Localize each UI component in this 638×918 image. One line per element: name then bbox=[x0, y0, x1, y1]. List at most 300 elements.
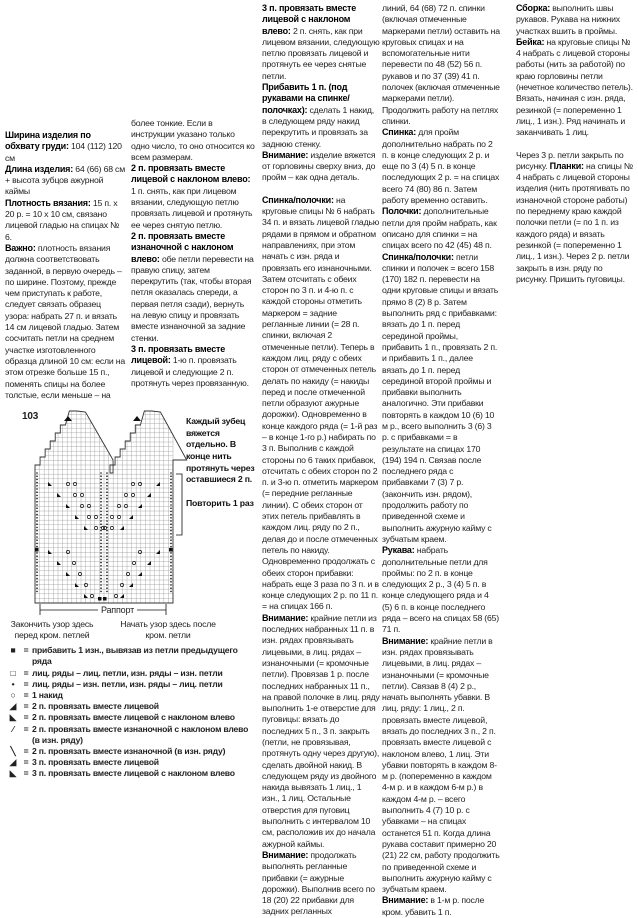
purl-dot bbox=[106, 501, 108, 503]
paragraph-text: выполнить швы рукавов. Рукава на нижних участках вшить в проймы. bbox=[516, 3, 620, 36]
paragraph bbox=[516, 37, 636, 139]
purl-dot bbox=[106, 508, 108, 510]
paragraph bbox=[382, 252, 500, 546]
paragraph-heading: Плотность вязания: bbox=[5, 197, 91, 208]
purl-dot bbox=[36, 488, 38, 490]
paragraph-heading: Полочки: bbox=[382, 206, 422, 217]
legend-text: лиц. ряды – лиц. петли, изн. ряды – изн. петли bbox=[32, 667, 223, 678]
purl-dot bbox=[170, 472, 172, 474]
paragraph bbox=[382, 895, 500, 918]
note-each-tooth: Каждый зубец вяжется отдельно. В конце нить протянуть через оставшиеся 2 п. bbox=[186, 416, 255, 485]
purl-dot bbox=[170, 584, 172, 586]
paragraph-text: 64 (66) 68 см + высота зубцов ажурной каймы bbox=[5, 163, 125, 197]
purl-dot bbox=[106, 565, 108, 567]
purl-dot bbox=[36, 501, 38, 503]
purl-dot bbox=[36, 572, 38, 574]
decrease-triangle bbox=[120, 526, 124, 530]
yarn-over-circle bbox=[131, 494, 134, 497]
purl-dot bbox=[36, 581, 38, 583]
purl-dot bbox=[170, 562, 172, 564]
purl-dot bbox=[36, 527, 38, 529]
purl-dot bbox=[106, 482, 108, 484]
paragraph bbox=[5, 198, 127, 243]
decrease-triangle bbox=[120, 594, 124, 598]
paragraph-heading: Внимание: bbox=[262, 849, 309, 860]
purl-dot bbox=[170, 520, 172, 522]
yarn-over-circle bbox=[90, 595, 93, 598]
legend-item bbox=[6, 724, 256, 746]
purl-dot bbox=[36, 540, 38, 542]
paragraph-text: плотность вязания должна соответствовать заданной, в первую очередь – по ширине. Поэтому, прежде чем приступать к работе, следует связать образец узора: набрать 27 п. и вязать 14 см лицевой гладью. Затем сосчитать петли на среднем участке изготовленного образца длиной 10 см: если на этом отрезке больше 15 п., поменять спицы на более толстые, если меньше – на bbox=[5, 242, 126, 400]
paragraph-text: 104 (112) 120 см bbox=[5, 141, 122, 163]
decrease-triangle bbox=[75, 583, 79, 587]
purl-dot bbox=[36, 511, 38, 513]
purl-dot bbox=[36, 559, 38, 561]
paragraph bbox=[262, 3, 380, 82]
left-text-columns bbox=[0, 118, 258, 401]
purl-dot bbox=[100, 575, 102, 577]
purl-dot bbox=[100, 517, 102, 519]
purl-dot bbox=[100, 498, 102, 500]
repeat-bracket bbox=[176, 474, 182, 535]
chart-legend bbox=[6, 645, 256, 779]
purl-dot bbox=[36, 508, 38, 510]
purl-dot bbox=[106, 540, 108, 542]
equals-sign: = bbox=[23, 689, 29, 700]
equals-sign: = bbox=[23, 701, 29, 712]
purl-dot bbox=[100, 591, 102, 593]
increase-square bbox=[35, 548, 39, 552]
decrease-triangle bbox=[138, 572, 142, 576]
triangle-right-boxed-icon: ◢ bbox=[9, 757, 17, 768]
purl-dot bbox=[100, 578, 102, 580]
purl-dot bbox=[100, 482, 102, 484]
increase-square bbox=[103, 597, 107, 601]
paragraph-text: 15 п. х 20 р. = 10 х 10 см, связано лицевой гладью на спицах № 6. bbox=[5, 197, 120, 242]
backslash-icon: ╲ bbox=[10, 745, 16, 756]
paragraph-text: сделать 1 накид, в следующем ряду накид перекрутить и провязать за заднюю стенку. bbox=[262, 104, 374, 149]
figure-103 bbox=[0, 407, 258, 645]
purl-dot bbox=[170, 588, 172, 590]
purl-dot bbox=[100, 472, 102, 474]
purl-dot bbox=[36, 568, 38, 570]
triangle-right-icon: ◢ bbox=[9, 701, 17, 712]
paragraph-text: крайние петли в изн. рядах провязывать лицевыми, в лиц. рядах – изнаночными (= кромочные петли). Связав 8 (4) 2 р., начать выполнять убавки. В лиц. ряду: 1 лиц., 2 п. провязать вместе лицевой, вязать до последних 3 п., 2 п. провязать вместе лицевой с наклоном влево, 1 лиц. Эти убавки повторять в каждом 8-м р. (попеременно в каждом 4-м р. и в каждом 6-м р.) в каждом 4-м р. – всего выполнить 4 (7) 10 р. с убавками – на спицах останется 51 п. Когда длина рукава составит примерно 20 (21) 22 см, работу продолжить по приведенной схеме и выполнить ажурную кайму с зубчатым краем. bbox=[382, 635, 500, 895]
paragraph-text: на круговые спицы № 6 набрать 34 п. и вязать лицевой гладью рядами в прямом и обратном направлениях, при этом начать с изн. ряда и провязать его изнаночными. Затем отсчитать с обеих сторон по 3 п. и 4-ю п. с каждой стороны отметить маркером = задние регланные линии (= 28 п. спинки, включая 2 отмеченные петли). Теперь в каждом лиц. ряду с обеих сторон от отмеченных петель делать по накиду (= накиды перед и после отмеченной петли образуют ажурные дорожки). Одновременно в конце каждого ряда (= 1-й раз – в конце 1-го р.) набирать по 3 п. Выполнив с каждой стороны по 6 таких прибавок, отсчитать с обеих сторон по 2 п. и 3-ю п. отметить маркером (= передние регланные линии). С обеих сторон от этих петель прибавлять в каждом лиц. ряду по 2 п., делая до и после отмеченных петель по накиду. Одновременно продолжать с обеих сторон прибавки: набрать еще 3 раза по 3 п. и в конце следующих 2 р. по 11 п. = на спицах 166 п. bbox=[262, 194, 380, 612]
empty-square-icon: □ bbox=[10, 667, 16, 678]
purl-dot bbox=[36, 591, 38, 593]
paragraph-text: 1 п. снять, как при лицевом вязании, следующую петлю провязать лицевой и протянуть ее через снятую петлю. bbox=[131, 185, 253, 230]
purl-dot bbox=[36, 556, 38, 558]
purl-dot bbox=[106, 584, 108, 586]
purl-dot bbox=[36, 482, 38, 484]
paragraph-text: для пройм дополнительно набрать по 2 п. в конце следующих 2 р. и еще по 3 (4) 5 п. в конце последующих 2 р. = на спицах всего 74 (80) 86 п. Затем работу временно оставить. bbox=[382, 127, 500, 206]
legend-item bbox=[6, 701, 256, 712]
purl-dot bbox=[106, 488, 108, 490]
purl-dot bbox=[106, 485, 108, 487]
equals-sign: = bbox=[23, 667, 29, 678]
chart-grid bbox=[35, 407, 173, 603]
legend-text: 2 п. провязать вместе изнаночной (в изн. ряду) bbox=[32, 745, 226, 756]
paragraph-text: на круговые спицы № 4 набрать с лицевой стороны работы (нить за работой) по краю горловины петли (нечетное количество петель). Вязать, начиная с изн. ряда, резинкой (= попеременно 1 лиц., 1 изн.). Ряд начинать и заканчивать 1 лиц. bbox=[516, 36, 633, 138]
legend-text: 2 п. провязать вместе лицевой с наклоном влево bbox=[32, 712, 235, 723]
purl-dot bbox=[106, 572, 108, 574]
purl-dot bbox=[100, 485, 102, 487]
paragraph-heading: Важно: bbox=[5, 242, 36, 253]
decrease-triangle bbox=[138, 504, 142, 508]
paragraph-heading: Спинка/полочки: bbox=[262, 194, 334, 205]
legend-text: лиц. ряды – изн. петли, изн. ряды – лиц. петли bbox=[32, 678, 223, 689]
increase-square bbox=[169, 548, 173, 552]
paragraph bbox=[262, 150, 380, 184]
triangle-left-icon: ◣ bbox=[9, 712, 17, 723]
paragraph-heading: Спинка: bbox=[382, 127, 417, 138]
paragraph-heading: 3 п. провязать вместе лицевой: bbox=[131, 343, 226, 366]
yarn-over-circle bbox=[114, 595, 117, 598]
legend-item bbox=[6, 679, 256, 690]
yarn-over-circle bbox=[72, 562, 75, 565]
yarn-over-circle bbox=[66, 551, 69, 554]
purl-dot bbox=[36, 495, 38, 497]
triangle-left-boxed-icon: ◣ bbox=[9, 768, 17, 779]
paragraph-text: в 1-м р. после кром. убавить 1 п. bbox=[382, 895, 485, 917]
purl-dot bbox=[100, 536, 102, 538]
purl-dot bbox=[36, 530, 38, 532]
purl-dot bbox=[36, 565, 38, 567]
yarn-over-circle bbox=[132, 562, 135, 565]
purl-dot bbox=[170, 501, 172, 503]
purl-dot bbox=[36, 552, 38, 554]
purl-dot bbox=[170, 508, 172, 510]
purl-dot bbox=[170, 498, 172, 500]
purl-dot bbox=[106, 552, 108, 554]
equals-sign: = bbox=[23, 745, 29, 756]
purl-dot bbox=[106, 492, 108, 494]
paragraph-text: изделие вяжется от горловины сверху вниз, до пройм – как одна деталь. bbox=[262, 149, 376, 183]
paragraph bbox=[262, 195, 380, 613]
paragraph bbox=[262, 613, 380, 850]
paragraph bbox=[262, 82, 380, 150]
circle-icon: ○ bbox=[10, 689, 16, 700]
yarn-over-circle bbox=[131, 483, 134, 486]
paragraph-heading: Планки: bbox=[549, 160, 584, 171]
purl-dot bbox=[170, 536, 172, 538]
legend-item bbox=[6, 757, 256, 768]
legend-item bbox=[6, 746, 256, 757]
purl-dot bbox=[36, 578, 38, 580]
equals-sign: = bbox=[23, 757, 29, 768]
purl-dot bbox=[106, 562, 108, 564]
purl-dot bbox=[100, 588, 102, 590]
equals-sign: = bbox=[23, 678, 29, 689]
yarn-over-circle bbox=[66, 483, 69, 486]
purl-dot bbox=[106, 533, 108, 535]
text-column-1 bbox=[5, 118, 127, 401]
tooth-tip-triangle bbox=[133, 416, 141, 421]
purl-dot bbox=[36, 562, 38, 564]
paragraph-heading: Сборка: bbox=[516, 3, 551, 13]
yarn-over-circle bbox=[138, 551, 141, 554]
purl-dot bbox=[170, 533, 172, 535]
purl-dot bbox=[100, 549, 102, 551]
caption-end-pattern: Закончить узор здесь перед кром. петлей bbox=[10, 619, 94, 641]
paragraph-text: обе петли перевести на правую спицу, затем перекрутить (так, чтобы вторая петля оказалась спереди, а первая петля сзади), вернуть на левую спицу и провязать вместе изнаночной за задние стенки. bbox=[131, 253, 254, 343]
purl-dot bbox=[36, 588, 38, 590]
figure-number: 103 bbox=[22, 411, 39, 423]
purl-dot bbox=[100, 511, 102, 513]
purl-dot bbox=[100, 524, 102, 526]
purl-dot bbox=[170, 482, 172, 484]
purl-dot bbox=[100, 514, 102, 516]
paragraph bbox=[5, 243, 127, 401]
left-area bbox=[0, 118, 258, 780]
legend-item bbox=[6, 690, 256, 701]
purl-dot bbox=[100, 568, 102, 570]
purl-dot bbox=[100, 552, 102, 554]
purl-dot bbox=[36, 575, 38, 577]
purl-dot bbox=[106, 568, 108, 570]
paragraph-heading: 2 п. провязать вместе изнаночной с наклоном влево: bbox=[131, 230, 234, 264]
yarn-over-circle bbox=[84, 584, 87, 587]
purl-dot bbox=[100, 584, 102, 586]
purl-dot bbox=[106, 511, 108, 513]
purl-dot bbox=[106, 504, 108, 506]
paragraph-text: 1-ю п. провязать лицевой и следующие 2 п. протянуть через провязанную. bbox=[131, 355, 249, 388]
yarn-over-circle bbox=[73, 483, 76, 486]
purl-dot bbox=[170, 485, 172, 487]
purl-dot bbox=[36, 543, 38, 545]
purl-dot bbox=[100, 501, 102, 503]
purl-dot bbox=[170, 517, 172, 519]
purl-dot bbox=[170, 575, 172, 577]
purl-dot bbox=[36, 520, 38, 522]
purl-dot bbox=[170, 511, 172, 513]
purl-dot bbox=[170, 568, 172, 570]
purl-dot bbox=[100, 533, 102, 535]
paragraph-text: 2 п. снять, как при лицевом вязании, следующую петлю провязать лицевой и протянуть ее через снятые петли. bbox=[262, 25, 380, 81]
note-repeat: Повторить 1 раз bbox=[186, 498, 254, 509]
purl-dot bbox=[100, 508, 102, 510]
paragraph-text: линий, 64 (68) 72 п. спинки (включая отмеченные маркерами петли) оставить на круговых спицах и на вспомогательные нити перевести по 48 (52) 56 п. рукавов и по 37 (39) 41 п. полочек (включая отмеченные маркерами петли). Продолжить работу на петлях спинки. bbox=[382, 3, 500, 126]
purl-dot bbox=[170, 530, 172, 532]
purl-dot bbox=[106, 472, 108, 474]
purl-dot bbox=[36, 536, 38, 538]
paragraph bbox=[382, 127, 500, 206]
purl-dot bbox=[106, 495, 108, 497]
paragraph bbox=[131, 163, 255, 231]
caption-start-pattern: Начать узор здесь после кром. петли bbox=[120, 619, 216, 641]
increase-square bbox=[98, 597, 102, 601]
purl-dot bbox=[36, 492, 38, 494]
purl-dot bbox=[170, 540, 172, 542]
paragraph-text: на спицы № 4 набрать с лицевой стороны изделия (нить протягивать по изнаночной стороне работы) по переднему краю каждой полочки петли (= по 1 п. из каждого ряда) и вязать резинкой (= попеременно 1 лиц., 1 изн.). Через 2 р. петли закрыть в изн. ряду по рисунку. Пришить пуговицы. bbox=[516, 160, 633, 284]
purl-dot bbox=[170, 476, 172, 478]
purl-dot bbox=[100, 476, 102, 478]
purl-dot bbox=[106, 575, 108, 577]
decrease-triangle bbox=[48, 482, 52, 486]
purl-dot bbox=[170, 546, 172, 548]
paragraph bbox=[382, 206, 500, 251]
decrease-triangle bbox=[66, 572, 70, 576]
paragraph bbox=[516, 150, 636, 286]
purl-dot bbox=[106, 476, 108, 478]
purl-dot bbox=[100, 572, 102, 574]
purl-dot bbox=[106, 536, 108, 538]
paragraph-text: петли спинки и полочек = всего 158 (170) 182 п. перевести на одни круговые спицы и вязать прямо 8 (2) 8 р. Затем выполнить ряд с прибавками: вязать до 1 п. перед серединой проймы, прибавить 1 п., провязать 2 п. и прибавить 1 п., далее вязать до 1 п. перед серединой второй проймы и прибавки выполнить аналогично. Эти прибавки повторять в каждом 10 (6) 10 м р., всего выполнить 3 (6) 3 р. с прибавками = в результате на спицах 170 (194) 194 п. Связав после последнего ряда с прибавками 7 (3) 7 р. (закончить изн. рядом), продолжить работу по приведенной схеме и выполнить ажурную кайму с зубчатым краем. bbox=[382, 251, 499, 544]
purl-dot bbox=[100, 479, 102, 481]
legend-text: 3 п. провязать вместе лицевой bbox=[32, 757, 159, 768]
purl-dot bbox=[170, 572, 172, 574]
purl-dot bbox=[106, 530, 108, 532]
purl-dot bbox=[170, 527, 172, 529]
paragraph-heading: Прибавить 1 п. (под рукавами на спинке/полочках): bbox=[262, 82, 350, 115]
legend-text: прибавить 1 изн., вывязав из петли предыдущего ряда bbox=[32, 645, 238, 667]
purl-dot bbox=[170, 504, 172, 506]
purl-dot bbox=[100, 581, 102, 583]
decrease-triangle bbox=[147, 493, 151, 497]
purl-dot bbox=[106, 520, 108, 522]
equals-sign: = bbox=[23, 768, 29, 779]
paragraph-heading: Бейка: bbox=[516, 36, 545, 47]
purl-dot bbox=[106, 578, 108, 580]
purl-dot bbox=[170, 556, 172, 558]
purl-dot bbox=[100, 546, 102, 548]
decrease-triangle bbox=[57, 493, 61, 497]
slash-icon: ⁄ bbox=[12, 723, 14, 734]
decrease-triangle bbox=[84, 526, 88, 530]
paragraph-heading: 2 п. провязать вместе лицевой с наклоном влево: bbox=[131, 163, 251, 185]
yarn-over-circle bbox=[73, 494, 76, 497]
purl-dot bbox=[36, 514, 38, 516]
paragraph bbox=[131, 231, 255, 344]
tooth-tip-triangle bbox=[64, 416, 72, 421]
purl-dot bbox=[170, 565, 172, 567]
purl-dot bbox=[36, 498, 38, 500]
legend-item bbox=[6, 668, 256, 679]
purl-dot bbox=[106, 549, 108, 551]
purl-dot bbox=[170, 578, 172, 580]
purl-dot bbox=[36, 476, 38, 478]
purl-dot bbox=[36, 504, 38, 506]
purl-dot bbox=[170, 479, 172, 481]
paragraph-text: дополнительные петли для пройм набрать, как описано для спинки = на спицах всего по 42 (45) 48 п. bbox=[382, 206, 497, 251]
purl-dot bbox=[36, 533, 38, 535]
purl-dot bbox=[100, 495, 102, 497]
purl-dot bbox=[170, 524, 172, 526]
purl-dot bbox=[170, 543, 172, 545]
purl-dot bbox=[100, 488, 102, 490]
purl-dot bbox=[100, 556, 102, 558]
purl-dot bbox=[100, 530, 102, 532]
paragraph-heading: Рукава: bbox=[382, 545, 415, 556]
paragraph-text: Через 3 р. петли закрыть по рисунку. bbox=[516, 149, 624, 171]
paragraph-text: крайние петли из последних набранных 11 п. в изн. рядах провязывать лицевыми, в лиц. рядах – изнаночными (= кромочные петли). Провязав 1 р. после последних набранных 11 п., на правой полочке в лиц. ряду выполнить 1-е отверстие для пуговицы: вязать до последних 5 п., 3 п. закрыть (петли, не провязывая, протянуть одну через другую), сделать двойной накид. В следующем ряду из двойного накида вывязать 1 лиц., 1 изн., 1 лиц. Остальные отверстия для пуговиц выполнить с интервалом 10 см, расположив их до начала ажурной каймы. bbox=[262, 612, 380, 849]
yarn-over-circle bbox=[138, 483, 141, 486]
purl-dot bbox=[106, 498, 108, 500]
purl-dot bbox=[170, 559, 172, 561]
paragraph-heading: Спинка/полочки: bbox=[382, 251, 454, 262]
rapport-label: Раппорт bbox=[98, 605, 137, 615]
text-column-5 bbox=[516, 3, 636, 285]
purl-dot bbox=[100, 492, 102, 494]
legend-text: 1 накид bbox=[32, 689, 63, 700]
legend-item bbox=[6, 768, 256, 779]
purl-dot bbox=[106, 517, 108, 519]
equals-sign: = bbox=[23, 645, 29, 656]
paragraph bbox=[382, 636, 500, 896]
paragraph bbox=[5, 164, 127, 198]
paragraph-text: продолжать выполнять регланные прибавки (= ажурные дорожки). Выполнив всего по 18 (20) 22 прибавки для задних регланных bbox=[262, 849, 375, 917]
purl-dot bbox=[170, 591, 172, 593]
purl-dot bbox=[106, 546, 108, 548]
text-column-3 bbox=[262, 3, 380, 918]
purl-dot bbox=[100, 565, 102, 567]
equals-sign: = bbox=[23, 712, 29, 723]
purl-dot bbox=[106, 479, 108, 481]
paragraph bbox=[382, 3, 500, 127]
purl-dot bbox=[106, 591, 108, 593]
purl-dot bbox=[170, 552, 172, 554]
paragraph-heading: 3 п. провязать вместе лицевой с наклоном влево: bbox=[262, 3, 357, 36]
legend-text: 2 п. провязать вместе изнаночной с наклоном влево (в изн. ряду) bbox=[32, 723, 249, 745]
equals-sign: = bbox=[23, 723, 29, 734]
purl-dot bbox=[100, 562, 102, 564]
purl-dot bbox=[100, 504, 102, 506]
purl-dot bbox=[106, 514, 108, 516]
purl-dot bbox=[36, 472, 38, 474]
purl-dot bbox=[170, 488, 172, 490]
purl-dot bbox=[170, 514, 172, 516]
decrease-triangle bbox=[66, 504, 70, 508]
paragraph bbox=[131, 118, 255, 163]
purl-dot bbox=[36, 485, 38, 487]
purl-dot bbox=[170, 492, 172, 494]
purl-dot bbox=[106, 543, 108, 545]
paragraph-text: набрать дополнительные петли для проймы: по 2 п. в конце следующих 2 р., 3 (4) 5 п. в конце следующего ряда и 4 (5) 6 п. в конце последнего ряда – всего на спицах 58 (65) 71 п. bbox=[382, 545, 499, 635]
paragraph-heading: Внимание: bbox=[262, 149, 309, 160]
paragraph bbox=[516, 3, 636, 37]
filled-square-icon: ■ bbox=[10, 645, 16, 656]
purl-dot bbox=[106, 588, 108, 590]
paragraph bbox=[5, 130, 127, 164]
purl-dot bbox=[106, 524, 108, 526]
purl-dot bbox=[170, 495, 172, 497]
paragraph bbox=[262, 850, 380, 918]
yarn-over-circle bbox=[120, 584, 123, 587]
purl-dot bbox=[36, 524, 38, 526]
legend-text: 3 п. провязать вместе лицевой с наклоном влево bbox=[32, 768, 235, 779]
decrease-triangle bbox=[129, 583, 133, 587]
legend-text: 2 п. провязать вместе лицевой bbox=[32, 701, 159, 712]
purl-dot bbox=[106, 559, 108, 561]
dot-icon: • bbox=[11, 678, 15, 689]
purl-dot bbox=[100, 540, 102, 542]
paragraph-heading: Внимание: bbox=[382, 895, 429, 906]
purl-dot bbox=[170, 581, 172, 583]
legend-item bbox=[6, 645, 256, 667]
paragraph-heading: Ширина изделия по обхвату груди: bbox=[5, 130, 91, 152]
legend-item bbox=[6, 712, 256, 723]
purl-dot bbox=[36, 546, 38, 548]
text-column-2 bbox=[131, 118, 255, 389]
paragraph-heading: Длина изделия: bbox=[5, 163, 74, 174]
paragraph bbox=[382, 545, 500, 635]
purl-dot bbox=[36, 584, 38, 586]
paragraph-heading: Внимание: bbox=[382, 635, 429, 646]
purl-dot bbox=[100, 543, 102, 545]
purl-dot bbox=[100, 559, 102, 561]
paragraph bbox=[131, 344, 255, 389]
